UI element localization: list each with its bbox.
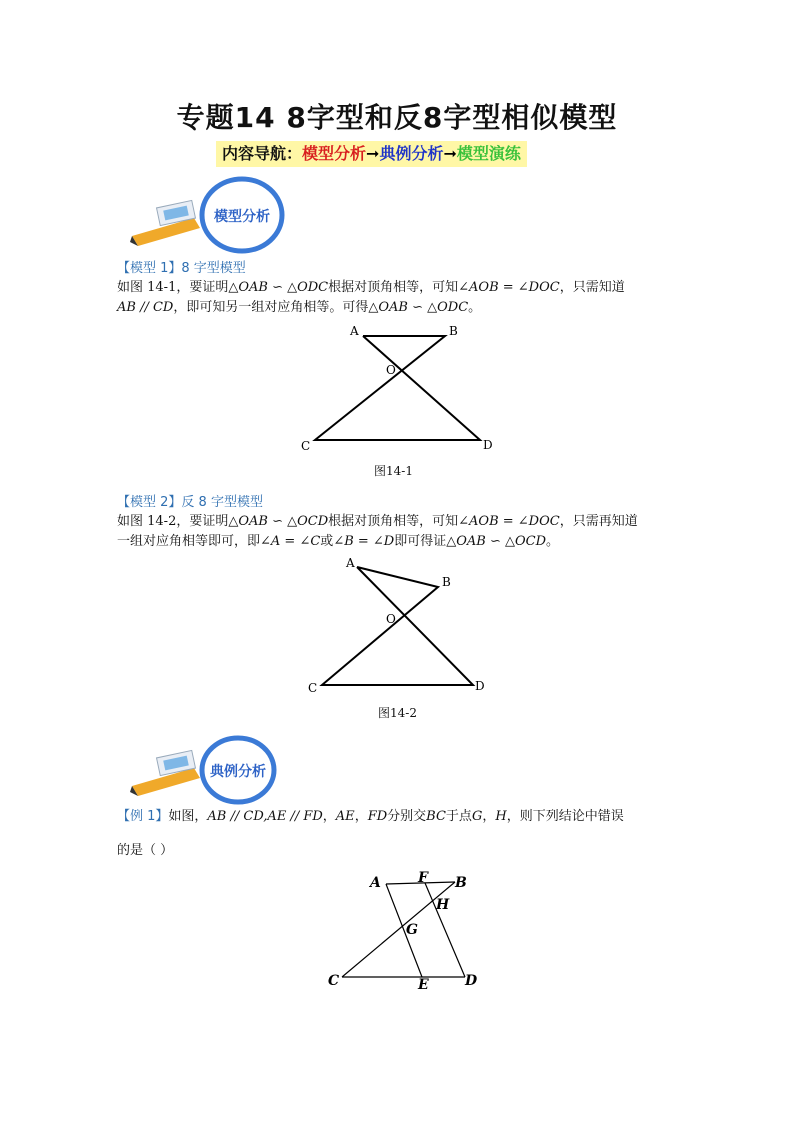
nav-item-example-analysis: 典例分析 — [379, 144, 444, 163]
text: ， — [322, 809, 336, 824]
text: ，即可知另一组对应角相等。可得 — [173, 300, 369, 315]
nav-item-model-analysis: 模型分析 — [302, 144, 367, 163]
nav-prefix: 内容导航： — [222, 144, 303, 163]
text: 如图， — [168, 809, 208, 824]
label-H: H — [436, 897, 450, 913]
math: ∠AOB = ∠DOC — [458, 514, 560, 529]
math: AB // CD,AE // FD — [207, 809, 323, 824]
text: 如图 14-2，要证明 — [117, 514, 229, 529]
label-D: D — [465, 973, 478, 989]
label-D: D — [483, 438, 493, 452]
math: BC — [426, 809, 446, 824]
label-B: B — [449, 324, 458, 338]
model-analysis-badge — [128, 174, 288, 254]
text: 如图 14-1，要证明 — [117, 280, 229, 295]
label-E: E — [418, 977, 429, 993]
example1-tag: 【例 1】 — [117, 809, 169, 824]
text: 即可得证 — [394, 534, 447, 549]
math: ∠B = ∠D — [333, 534, 395, 549]
text: 分别交 — [387, 809, 427, 824]
model1-line1 — [117, 277, 625, 298]
math: FD — [367, 809, 388, 824]
badge-label: 典例分析 — [210, 764, 266, 780]
math: △OAB ∽ △ODC — [228, 280, 329, 295]
label-B: B — [455, 875, 467, 891]
arrow-right-icon: ➞ — [366, 144, 380, 163]
math: △OAB ∽ △OCD — [446, 534, 547, 549]
model1-tag: 【模型 1】8 字型模型 — [117, 261, 246, 276]
figure-14-1 — [290, 318, 510, 458]
math: H — [495, 809, 507, 824]
example1-line1 — [117, 806, 624, 827]
label-O: O — [386, 612, 396, 626]
figure-14-2-caption: 图14-2 — [378, 706, 417, 720]
label-G: G — [406, 922, 418, 938]
model2-line1 — [117, 511, 638, 532]
text: 或 — [320, 534, 334, 549]
page-title: 专题14 8字型和反8字型相似模型 — [176, 101, 618, 134]
text: 根据对顶角相等，可知 — [328, 514, 459, 529]
figure-14-1-caption: 图14-1 — [374, 464, 413, 478]
math: ∠A = ∠C — [260, 534, 321, 549]
figure-14-2 — [290, 552, 510, 697]
model2-line2 — [117, 531, 559, 552]
model1-line2 — [117, 297, 481, 318]
text: 。 — [468, 300, 482, 315]
label-B: B — [442, 575, 451, 589]
pen-icon — [130, 200, 200, 246]
text: 于点 — [445, 809, 472, 824]
text: 根据对顶角相等，可知 — [328, 280, 459, 295]
content-navigation — [216, 141, 527, 167]
math: ∠AOB = ∠DOC — [458, 280, 560, 295]
nav-item-model-practice: 模型演练 — [456, 144, 521, 163]
label-A: A — [346, 556, 355, 570]
text: ，只需再知道 — [559, 514, 638, 529]
model2-tag: 【模型 2】反 8 字型模型 — [117, 495, 263, 510]
pen-icon — [130, 750, 200, 796]
arrow-right-icon: ➞ — [443, 144, 457, 163]
label-D: D — [475, 679, 485, 693]
math: AB // CD — [117, 300, 174, 315]
text: 一组对应角相等即可，即 — [117, 534, 261, 549]
math: AE — [335, 809, 355, 824]
label-A: A — [350, 324, 359, 338]
text: ， — [482, 809, 496, 824]
label-F: F — [418, 870, 428, 886]
text: ，只需知道 — [559, 280, 625, 295]
label-C: C — [301, 439, 311, 453]
example1-figure — [320, 865, 490, 995]
label-C: C — [308, 681, 318, 695]
text: 。 — [546, 534, 560, 549]
math: △OAB ∽ △ODC — [368, 300, 469, 315]
label-A: A — [370, 875, 381, 891]
text: ， — [354, 809, 368, 824]
label-C: C — [328, 973, 340, 989]
badge-label: 模型分析 — [214, 209, 270, 225]
math: G — [471, 809, 483, 824]
text: ，则下列结论中错误 — [506, 809, 624, 824]
math: △OAB ∽ △OCD — [228, 514, 329, 529]
figure-lines — [315, 336, 480, 440]
example-analysis-badge — [128, 728, 288, 808]
example1-line2: 的是（ ） — [117, 843, 174, 858]
label-O: O — [386, 363, 396, 377]
